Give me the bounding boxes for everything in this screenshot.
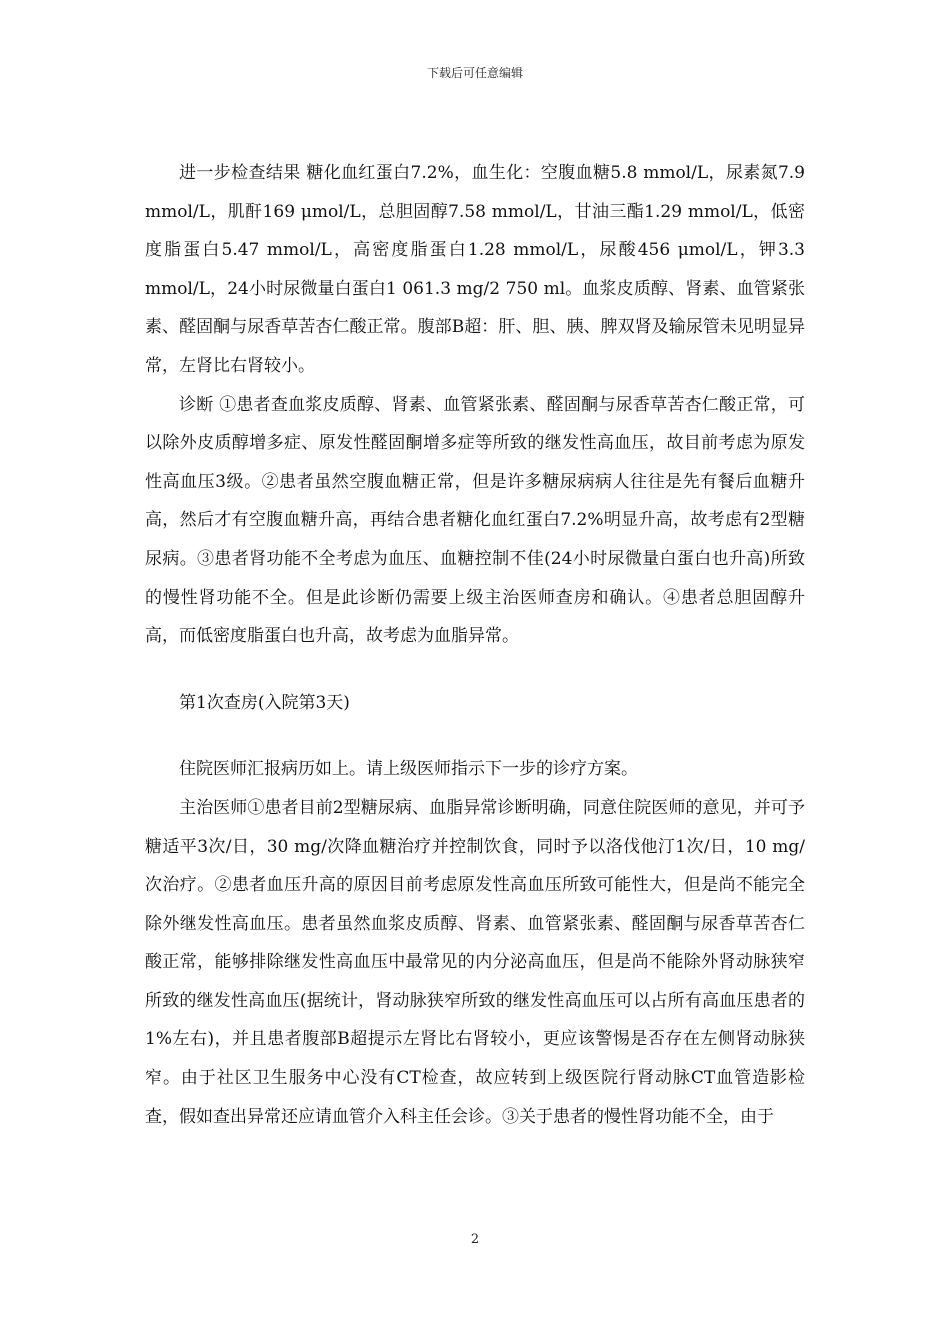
paragraph-resident-report: 住院医师汇报病历如上。请上级医师指示下一步的诊疗方案。 (179, 759, 638, 780)
paragraph-gap (145, 722, 805, 750)
document-body (145, 154, 805, 1136)
section-heading-first-round: 第1次查房(入院第3天) (179, 692, 350, 713)
paragraph-attending-physician: 主治医师①患者目前2型糖尿病、血脂异常诊断明确，同意住院医师的意见，并可予糖适平3次/日，30 mg/次降血糖治疗并控制饮食，同时予以洛伐他汀1次/日，10 mg/次治疗。②患者血压升高的原因目前考虑原发性高血压所致可能性大，但是尚不能完全除外继发性高血压。患者虽然血浆皮质醇、肾素、血管紧张素、醛固酮与尿香草苦杏仁酸正常，能够排除继发性高血压中最常见的内分泌高血压，但是尚不能除外肾动脉狭窄所致的继发性高血压(据统计，肾动脉狭窄所致的继发性高血压可以占所有高血压患者的1%左右)，并且患者腹部B超提示左肾比右肾较小，更应该警惕是否存在左侧肾动脉狭窄。由于社区卫生服务中心没有CT检查，故应转到上级医院行肾动脉CT血管造影检查，假如查出异常还应请血管介入科主任会诊。③关于患者的慢性肾功能不全，由于 (145, 797, 805, 1127)
page-number: 2 (470, 1232, 480, 1247)
paragraph-gap (145, 656, 805, 684)
paragraph-exam-results: 进一步检查结果 糖化血红蛋白7.2%，血生化：空腹血糖5.8 mmol/L，尿素氮7.9 mmol/L，肌酐169 μmol/L，总胆固醇7.58 mmol/L，甘油三酯1.29 mmol/L，低密度脂蛋白5.47 mmol/L，高密度脂蛋白1.28 mmol/L，尿酸456 μmol/L，钾3.3 mmol/L，24小时尿微量白蛋白1 061.3 mg/2 750 ml。血浆皮质醇、肾素、血管紧张素、醛固酮与尿香草苦杏仁酸正常。腹部B超：肝、胆、胰、脾双肾及输尿管未见明显异常，左肾比右肾较小。 (145, 163, 805, 376)
paragraph-diagnosis: 诊断 ①患者查血浆皮质醇、肾素、血管紧张素、醛固酮与尿香草苦杏仁酸正常，可以除外皮质醇增多症、原发性醛固酮增多症等所致的继发性高血压，故目前考虑为原发性高血压3级。②患者虽然空腹血糖正常，但是许多糖尿病病人往往是先有餐后血糖升高，然后才有空腹血糖升高，再结合患者糖化血红蛋白7.2%明显升高，故考虑有2型糖尿病。③患者肾功能不全考虑为血压、血糖控制不佳(24小时尿微量白蛋白也升高)所致的慢性肾功能不全。但是此诊断仍需要上级主治医师查房和确认。④患者总胆固醇升高，而低密度脂蛋白也升高，故考虑为血脂异常。 (145, 394, 805, 647)
page-header: 下载后可任意编辑 (426, 66, 523, 80)
